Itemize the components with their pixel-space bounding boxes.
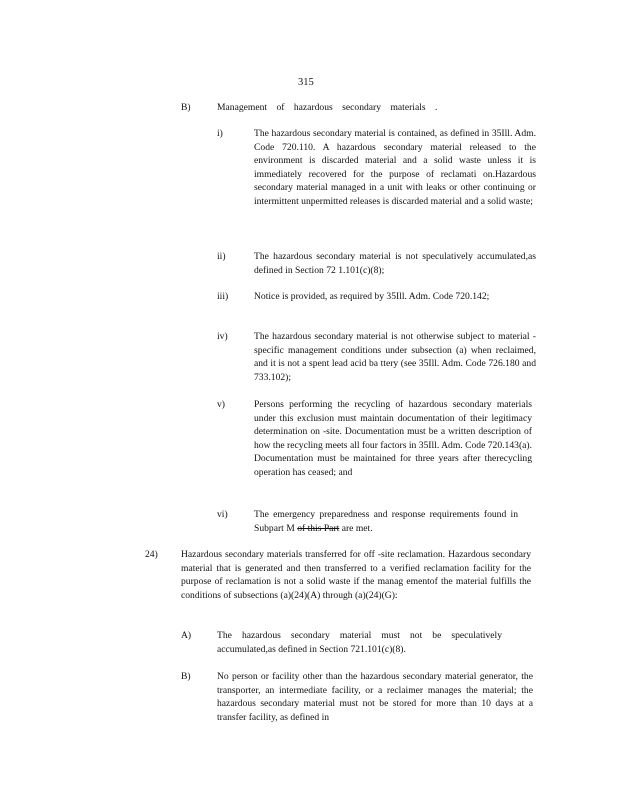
item-vi-text-after: are met. — [341, 522, 373, 534]
item-iv-text: The hazardous secondary material is not otherwise subject to material -specific management conditions under subsection (a) when reclaimed, and it is not a spent lead acid ba ttery (see 35Ill. Adm. Code 726.180 and 733.102); — [254, 331, 536, 383]
item-iii-text: Notice is provided, as required by 35Ill. Adm. Code 720.142; — [254, 291, 490, 302]
item-vi-struck-text: of this Part — [297, 522, 340, 534]
item-ii-label: ii) — [217, 251, 226, 262]
item-vi-text-before: The emergency preparedness and response requirements found in Subpart M — [254, 509, 518, 534]
para-24-label: 24) — [145, 549, 158, 560]
item-vi-text — [254, 508, 518, 535]
sub-item-b-text: No person or facility other than the hazardous secondary material generator, the transporter, an intermediate facility, or a reclaimer manages the material; the hazardous secondary material must not be stored for more than 10 days at a transfer facility, as defined in — [217, 671, 533, 723]
item-vi-label: vi) — [217, 509, 228, 520]
item-iv-label: iv) — [217, 331, 228, 342]
item-v-text: Persons performing the recycling of hazardous secondary materials under this exclusion must maintain documentation of their legitimacy determination on -site. Documentation must be a written description of how the recycling meets all four factors in 35Ill. Adm. Code 720.143(a). Documentation must be maintained for three years after therecycling operation has ceased; and — [254, 399, 532, 478]
sub-item-a-text: The hazardous secondary material must not be speculatively accumulated,as defined in Section 721.101(c)(8). — [217, 630, 502, 655]
sub-item-a-label: A) — [181, 630, 192, 641]
item-i-text: The hazardous secondary material is contained, as defined in 35Ill. Adm. Code 720.110. A hazardous secondary material released to the environment is discarded material and a solid waste unless it is immediately recovered for the purpose of reclamati on.Hazardous secondary material managed in a unit with leaks or other continuing or intermittent unpermitted releases is discarded material and a solid waste; — [254, 128, 536, 207]
para-24-text: Hazardous secondary materials transferred for off -site reclamation. Hazardous secondary material that is generated and then transferred to a verified reclamation facility for the purpose of reclamation is not a solid waste if the manag ementof the material fulfills the conditions of subsections (a)(24)(A) through (a)(24)(G): — [181, 549, 531, 601]
item-v-label: v) — [217, 399, 225, 410]
item-ii-text: The hazardous secondary material is not speculatively accumulated,as defined in Section 72 1.101(c)(8); — [254, 251, 536, 276]
section-b-label: B) — [181, 102, 191, 113]
page-number: 315 — [298, 77, 314, 88]
section-b-heading: Management of hazardous secondary materials . — [217, 102, 438, 113]
sub-item-b-label: B) — [181, 671, 191, 682]
item-i-label: i) — [217, 128, 223, 139]
item-iii-label: iii) — [217, 291, 229, 302]
